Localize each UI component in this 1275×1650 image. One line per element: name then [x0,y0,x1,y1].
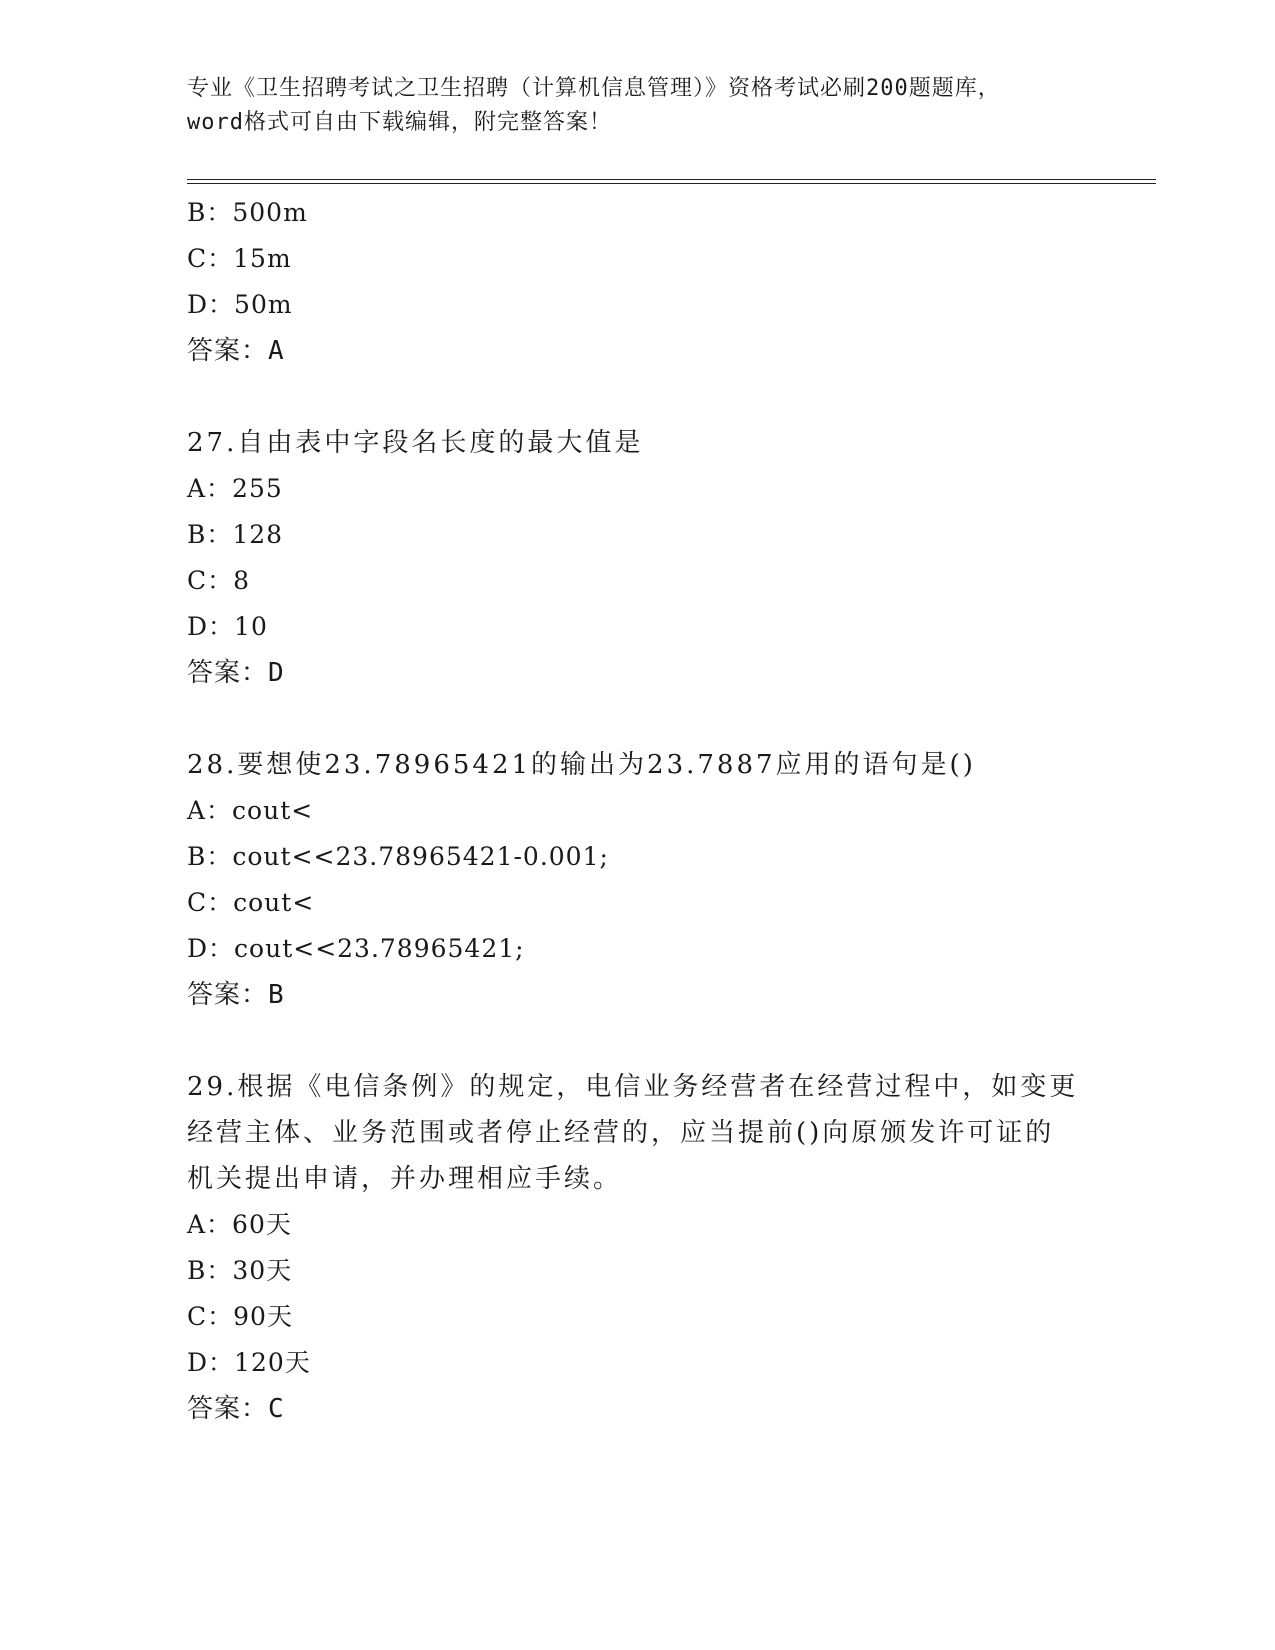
answer-line: 答案：C [187,1394,285,1424]
option-b: B：30天 [187,1256,293,1285]
question-text: 28.要想使23.78965421的输出为23.7887应用的语句是() [187,750,976,780]
option-c: C：15m [187,244,292,273]
option-d: D：50m [187,290,293,319]
document-header [187,72,1087,140]
answer-line: 答案：A [187,336,285,366]
question-text: 27.自由表中字段名长度的最大值是 [187,428,644,458]
answer-line: 答案：D [187,658,285,688]
question-block-29 [187,1064,1087,1432]
option-c: C：cout< [187,888,315,917]
option-b: B：128 [187,520,284,549]
question-block-27 [187,420,1087,696]
option-b: B：500m [187,198,308,227]
spacer [187,1018,1087,1064]
option-d: D：10 [187,612,268,641]
header-divider-bottom [187,183,1156,184]
question-list [187,190,1087,1432]
option-a: A：255 [187,474,283,503]
option-c: C：8 [187,566,251,595]
option-d: D：120天 [187,1348,311,1377]
question-block-28 [187,742,1087,1018]
option-a: A：cout< [187,796,314,825]
header-divider-top [187,179,1156,180]
question-block-continued [187,190,1087,374]
question-text-line-1: 29.根据《电信条例》的规定，电信业务经营者在经营过程中，如变更 [187,1072,1079,1102]
option-d: D：cout<<23.78965421; [187,934,525,963]
spacer [187,696,1087,742]
answer-line: 答案：B [187,980,285,1010]
header-title-line-1: 专业《卫生招聘考试之卫生招聘（计算机信息管理）》资格考试必刷200题题库， [187,76,1001,101]
question-text-line-3: 机关提出申请，并办理相应手续。 [187,1164,623,1194]
spacer [187,374,1087,420]
header-title-line-2: word格式可自由下载编辑，附完整答案！ [187,110,612,135]
question-text-line-2: 经营主体、业务范围或者停止经营的，应当提前()向原颁发许可证的 [187,1118,1055,1148]
option-c: C：90天 [187,1302,293,1331]
option-b: B：cout<<23.78965421-0.001; [187,842,609,871]
option-a: A：60天 [187,1210,292,1239]
